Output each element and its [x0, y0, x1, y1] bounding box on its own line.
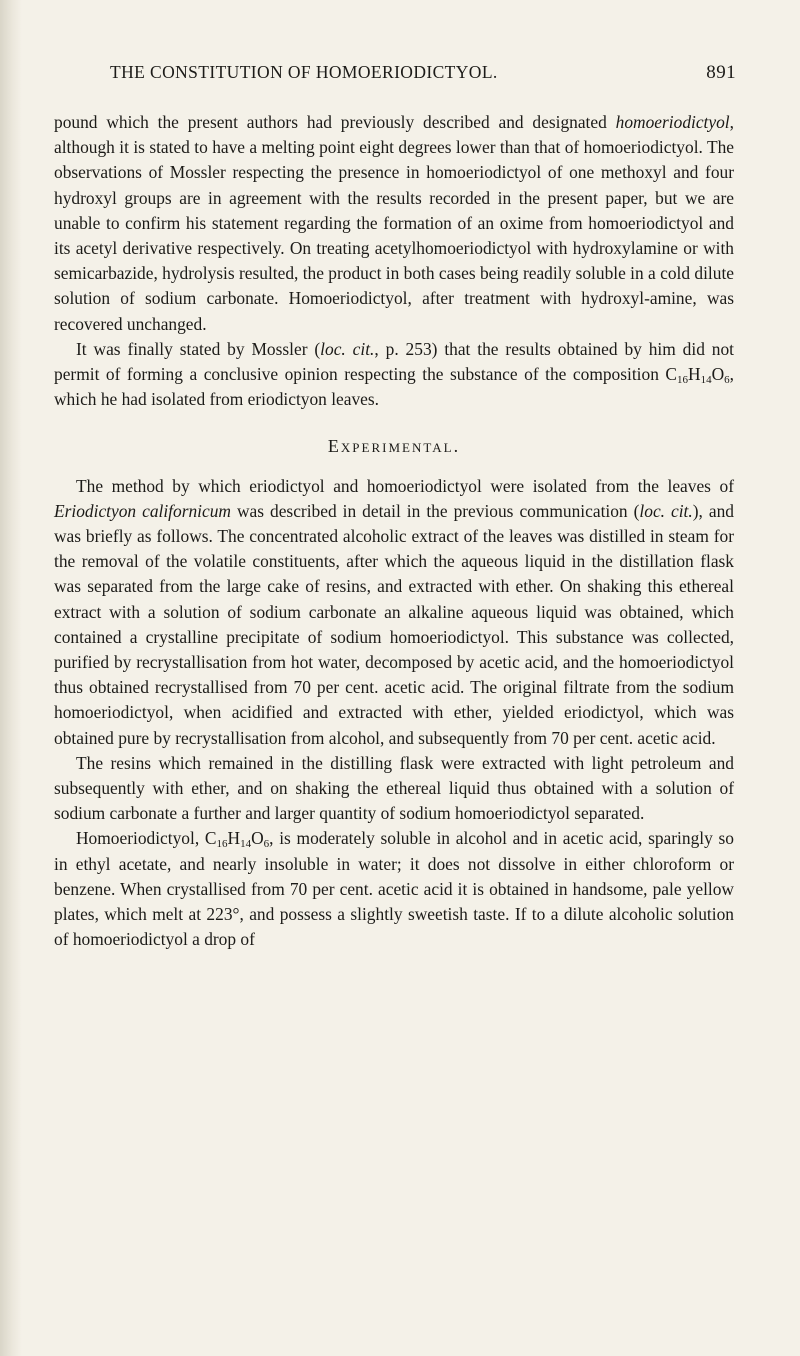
- paragraph-text: , is moderately soluble in alcohol and in acetic acid, sparingly so in ethyl acetate, and nearly insoluble in water; it does not dissolve in either chloroform or benzene. When crystallised from 70 per cent. acetic acid it is obtained in handsome, pale yellow plates, which melt at 223°, and possess a slightly sweetish taste. If to a dilute alcoholic solution of homoeriodictyol a drop of: [54, 828, 734, 950]
- formula-element: H: [227, 828, 241, 849]
- citation: loc. cit.: [320, 338, 375, 359]
- running-title: THE CONSTITUTION OF HOMOERIODICTYOL.: [110, 62, 498, 82]
- species-name: Eriodictyon californicum: [54, 500, 231, 521]
- formula-subscript: 6: [724, 374, 730, 387]
- paragraph-text: , although it is stated to have a melting point eight degrees lower than that of homoeriodictyol. The observations of Mossler respecting the presence in homoeriodictyol of one methoxyl and four hydroxyl groups are in agreement with the results recorded in the present paper, but we are unable to confirm his statement regarding the formation of an oxime from homoeriodictyol and its acetyl derivative respectively. On treating acetylhomoeriodictyol with hydroxylamine or with semicarbazide, hydrolysis resulted, the product in both cases being readily soluble in a cold dilute solution of sodium carbonate. Homoeriodictyol, after treatment with hydroxyl-amine, was recovered unchanged.: [54, 112, 734, 334]
- paragraph-5: [54, 826, 734, 952]
- formula-subscript: 14: [700, 374, 712, 387]
- paragraph-1: [54, 110, 734, 337]
- paragraph-text: pound which the present authors had previously described and designated: [54, 112, 616, 132]
- formula-subscript: 16: [216, 838, 228, 851]
- citation: loc. cit.: [639, 500, 693, 521]
- paragraph-text: Homoeriodictyol, C: [76, 828, 217, 849]
- paragraph-4: The resins which remained in the distilling flask were extracted with light petroleum and subsequently with ether, and on shaking the ethereal liquid thus obtained with a solution of sodium carbonate a further and larger quantity of sodium homoeriodictyol separated.: [54, 752, 734, 824]
- page-header: [110, 62, 736, 88]
- body-text: [54, 110, 734, 953]
- formula-subscript: 6: [263, 838, 270, 851]
- page-number: 891: [706, 62, 736, 83]
- paragraph-text: was described in detail in the previous communication (: [230, 500, 640, 521]
- paragraph-2: [54, 337, 734, 413]
- formula-subscript: 14: [240, 838, 252, 851]
- paragraph-text: The method by which eriodictyol and homoeriodictyol were isolated from the leaves of: [76, 475, 734, 496]
- paragraph-text: , p. 253) that the results obtained by him did not permit of forming a conclusive opinion respecting the substance of the composition C: [54, 338, 735, 385]
- section-heading: Experimental.: [327, 436, 461, 457]
- formula-element: O: [711, 364, 725, 385]
- paragraph-3: [54, 474, 734, 751]
- italic-term: homoeriodictyol: [615, 112, 730, 132]
- formula-element: H: [688, 364, 701, 385]
- page-binding-shadow: [0, 0, 22, 1356]
- formula-subscript: 16: [677, 374, 689, 387]
- paragraph-text: , which he had isolated from eriodictyon leaves.: [54, 364, 734, 410]
- paragraph-text: It was finally stated by Mossler (: [76, 338, 321, 359]
- formula-element: O: [251, 828, 264, 849]
- paragraph-text: ), and was briefly as follows. The concentrated alcoholic extract of the leaves was distilled in steam for the removal of the volatile constituents, after which the aqueous liquid in the distillation flask was separated from the large cake of resins, and extracted with ether. On shaking this ethereal extract with a solution of sodium carbonate an alkaline aqueous liquid was obtained, which contained a crystalline precipitate of sodium homoeriodictyol. This substance was collected, purified by recrystallisation from hot water, decomposed by acetic acid, and the homoeriodictyol thus obtained recrystallised from 70 per cent. acetic acid. The original filtrate from the sodium homoeriodictyol, when acidified and extracted with ether, yielded eriodictyol, which was obtained pure by recrystallisation from alcohol, and subsequently from 70 per cent. acetic acid.: [54, 500, 734, 748]
